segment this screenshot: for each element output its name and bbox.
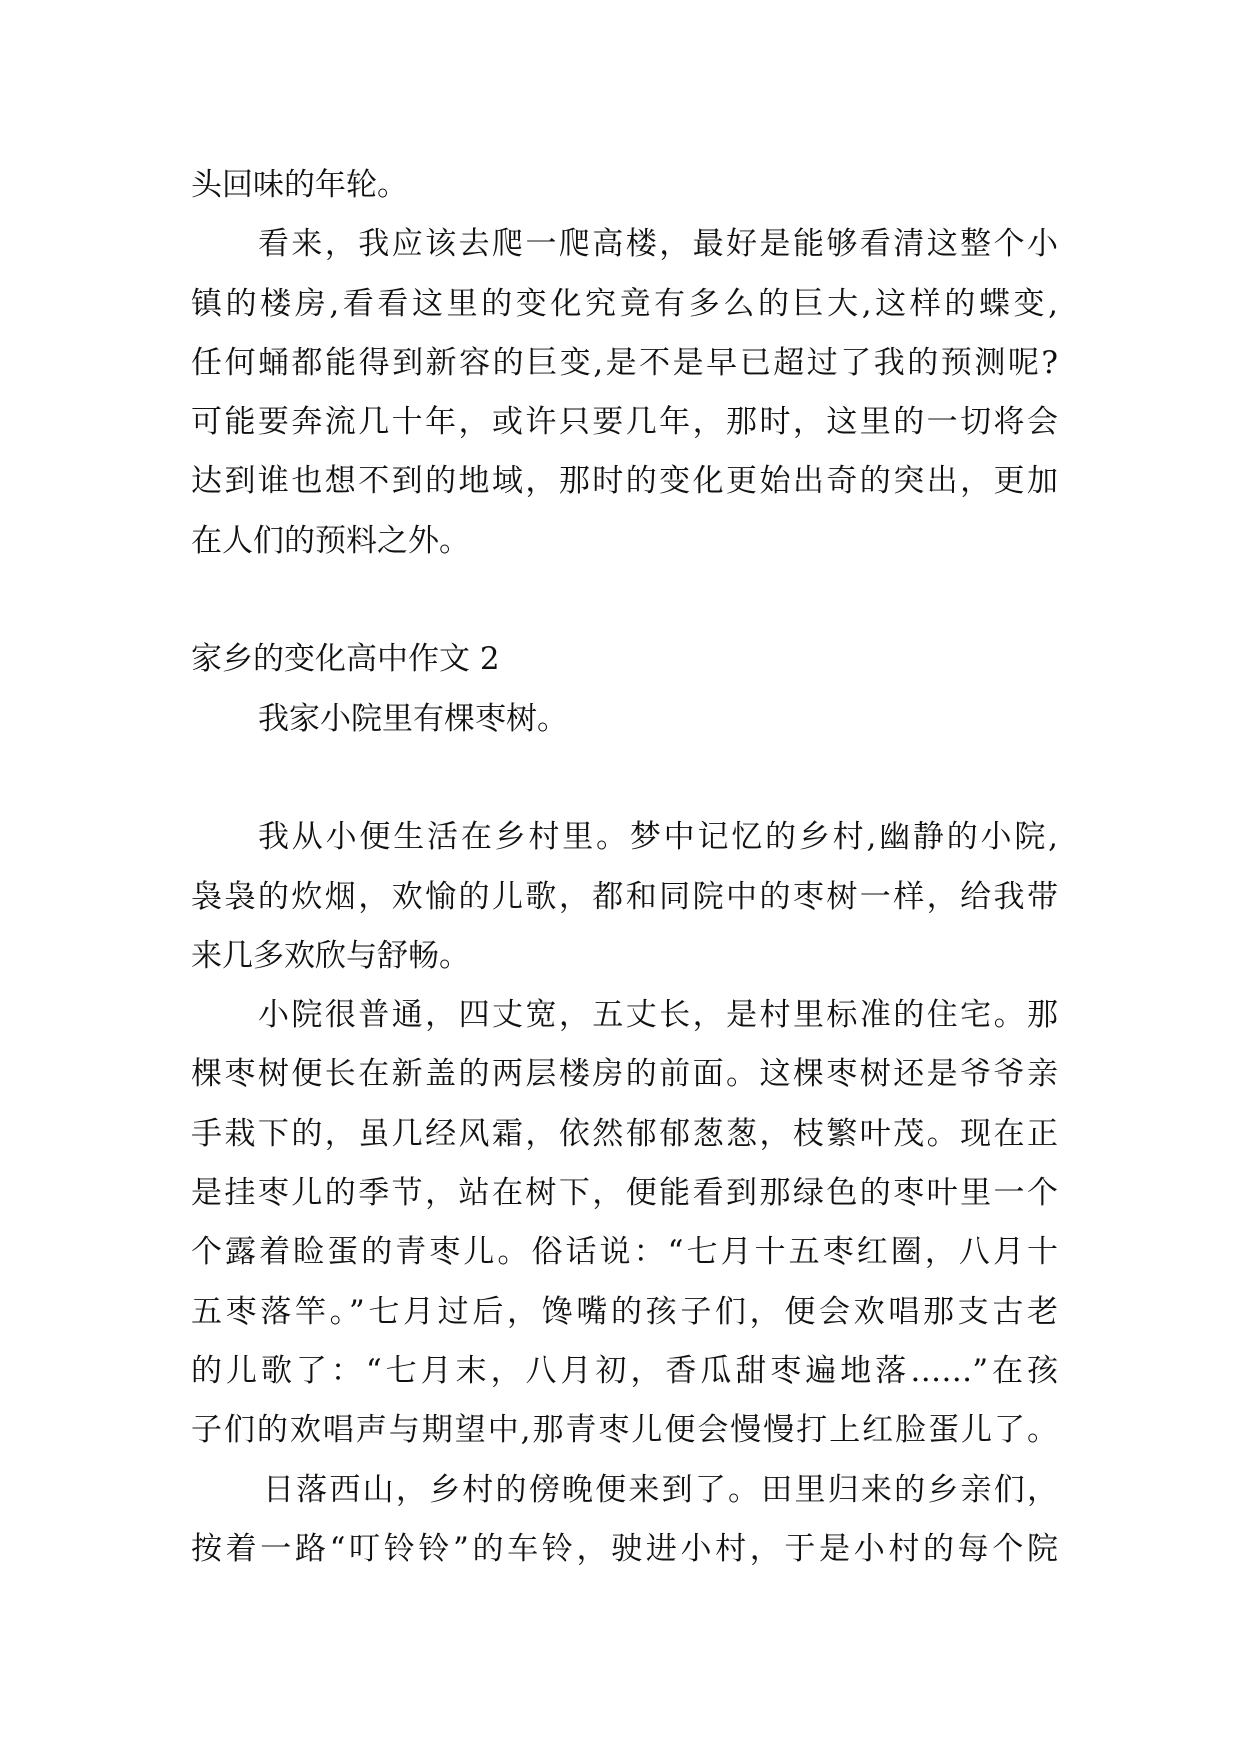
- paragraph: [191, 1461, 1058, 1580]
- text-line: 手栽下的，虽几经风霜，依然郁郁葱葱，枝繁叶茂。现在正: [191, 1115, 1058, 1152]
- text-line: 我家小院里有棵枣树。: [258, 700, 568, 737]
- text-line: 是挂枣儿的季节，站在树下，便能看到那绿色的枣叶里一个: [191, 1175, 1058, 1212]
- text-line: 五枣落竿。”七月过后，馋嘴的孩子们，便会欢唱那支古老: [191, 1293, 1058, 1330]
- text-line: 我从小便生活在乡村里。梦中记忆的乡村,幽静的小院,: [258, 819, 1058, 856]
- text-line: 头回味的年轮。: [191, 167, 408, 203]
- paragraph: [191, 156, 1058, 215]
- text-line: 个露着睑蛋的青枣儿。俗话说：“七月十五枣红圈，八月十: [191, 1234, 1058, 1271]
- text-line: 棵枣树便长在新盖的两层楼房的前面。这棵枣树还是爷爷亲: [191, 1056, 1058, 1093]
- text-line: 按着一路“叮铃铃”的车铃，驶进小村，于是小村的每个院: [191, 1530, 1058, 1567]
- text-line: 日落西山，乡村的傍晚便来到了。田里归来的乡亲们，: [263, 1471, 1058, 1508]
- text-line: 镇的楼房,看看这里的变化究竟有多么的巨大,这样的蝶变,: [191, 285, 1058, 322]
- paragraph: [191, 215, 1058, 571]
- blank-line: [191, 571, 1058, 630]
- text-line: 来几多欢欣与舒畅。: [191, 937, 470, 974]
- text-line: 在人们的预料之外。: [191, 522, 470, 559]
- text-line: 看来，我应该去爬一爬高楼，最好是能够看清这整个小: [258, 226, 1058, 263]
- text-line: 达到谁也想不到的地域，那时的变化更始出奇的突出，更加: [191, 463, 1058, 500]
- paragraph: [191, 690, 1058, 749]
- section-title: 家乡的变化高中作文 2: [191, 641, 500, 678]
- paragraph: [191, 986, 1058, 1460]
- text-line: 子们的欢唱声与期望中,那青枣儿便会慢慢打上红脸蛋儿了。: [191, 1412, 1058, 1449]
- text-line: 任何蛹都能得到新容的巨变,是不是早已超过了我的预测呢?: [191, 344, 1058, 381]
- text-line: 袅袅的炊烟，欢愉的儿歌，都和同院中的枣树一样，给我带: [191, 878, 1058, 915]
- text-line: 可能要奔流几十年，或许只要几年，那时，这里的一切将会: [191, 404, 1058, 441]
- paragraph: [191, 808, 1058, 986]
- blank-line: [191, 749, 1058, 808]
- text-line: 小院很普通，四丈宽，五丈长，是村里标准的住宅。那: [258, 997, 1058, 1034]
- text-line: 的儿歌了：“七月末，八月初，香瓜甜枣遍地落……”在孩: [191, 1352, 1058, 1389]
